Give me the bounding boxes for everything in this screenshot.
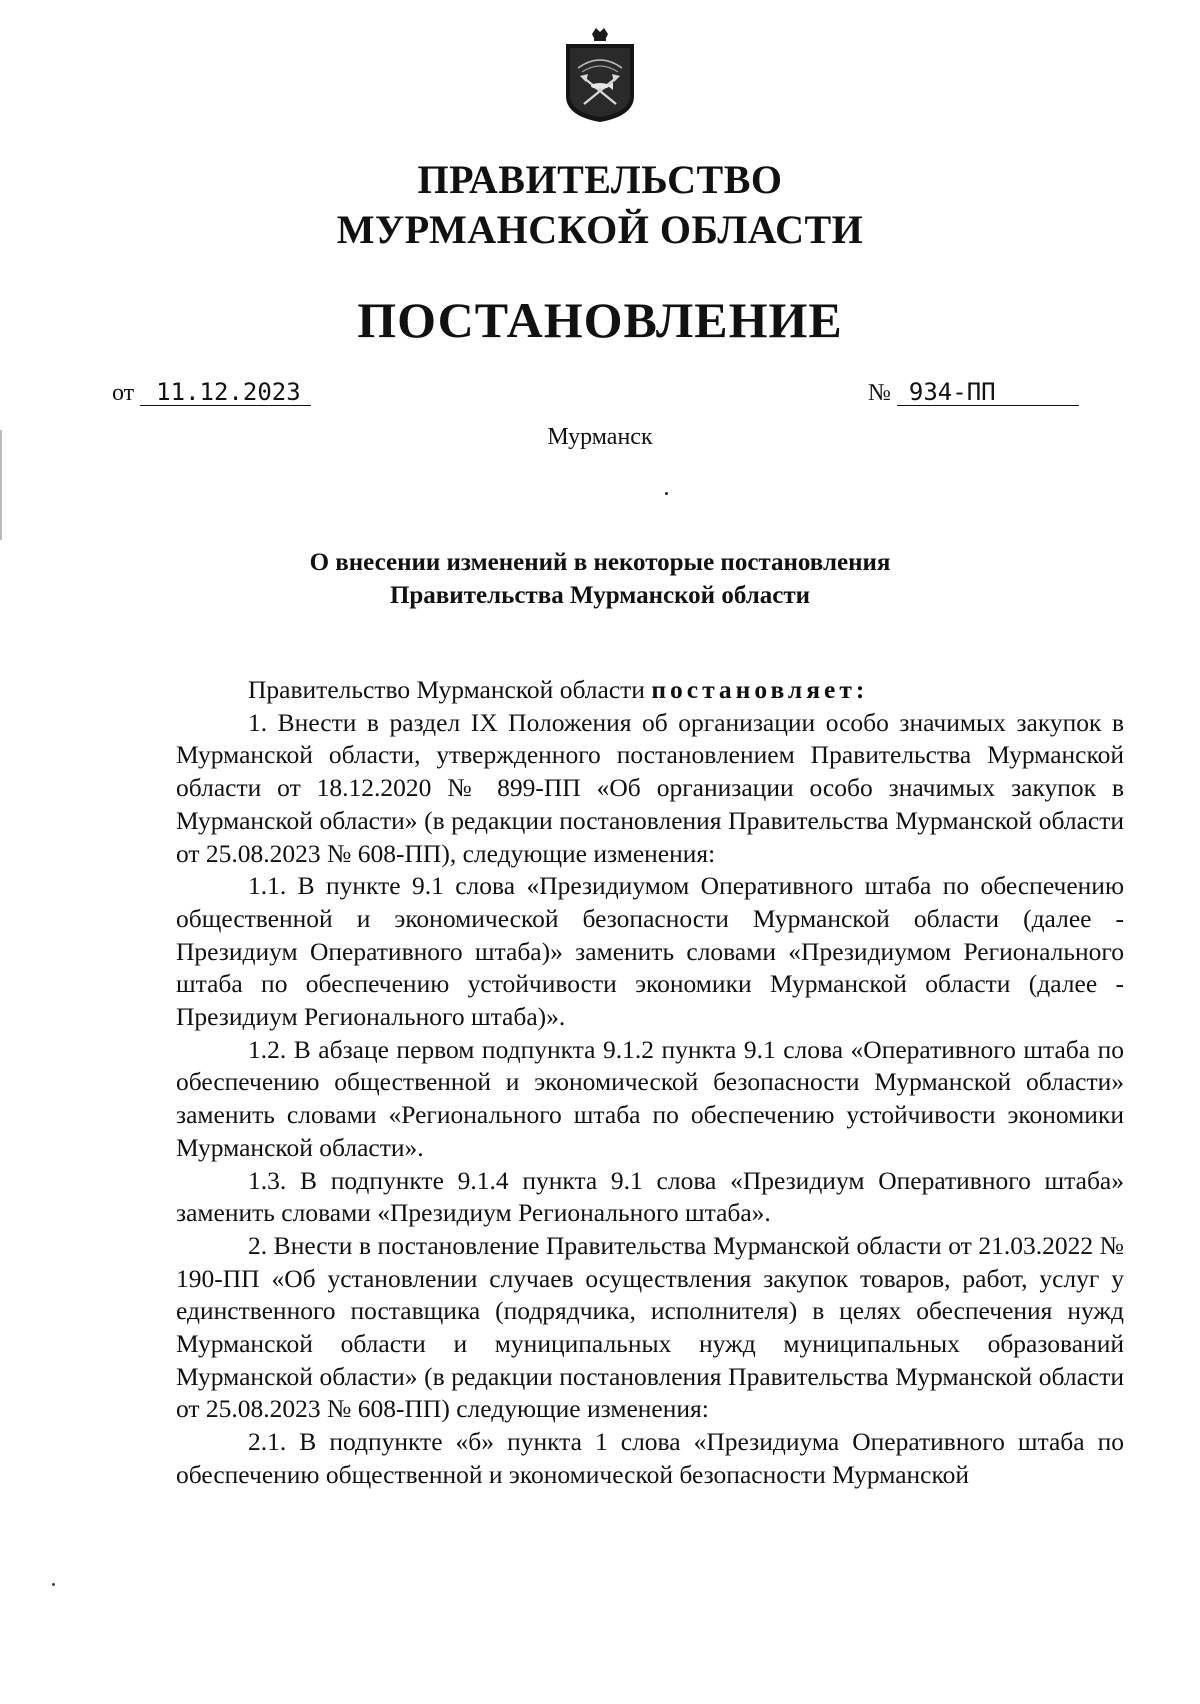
scan-edge-mark bbox=[0, 430, 2, 540]
org-name-line2: МУРМАНСКОЙ ОБЛАСТИ bbox=[336, 207, 864, 252]
subject-line2: Правительства Мурманской области bbox=[389, 582, 811, 609]
paragraph-1-2: 1.2. В абзаце первом подпункта 9.1.2 пункта 9.1 слова «Оперативного штаба по обеспечению общественной и экономической безопасности Мурманской области» заменить словами «Регионального штаба по обеспечению устойчивости экономики Мурманской области». bbox=[176, 1034, 1124, 1162]
date-prefix: от bbox=[112, 380, 135, 406]
subject-line1: О внесении изменений в некоторые постановления bbox=[309, 549, 891, 576]
number-prefix: № bbox=[868, 380, 891, 406]
document-subject bbox=[0, 546, 1200, 612]
paragraph-2-1: 2.1. В подпункте «б» пункта 1 слова «Президиума Оперативного штаба по обеспечению общественной и экономической безопасности Мурманской bbox=[176, 1427, 1124, 1489]
document-date bbox=[112, 378, 311, 408]
city-name: Мурманск bbox=[547, 424, 653, 450]
scan-speck bbox=[665, 492, 668, 495]
document-body bbox=[176, 674, 1124, 1492]
document-number bbox=[868, 378, 1079, 408]
intro-text: Правительство Мурманской области bbox=[248, 675, 652, 704]
paragraph-2: 2. Внести в постановление Правительства Мурманской области от 21.03.2022 № 190-ПП «Об установлении случаев осуществления закупок товаров, работ, услуг у единственного поставщика (подрядчика, исполнителя) в целях обеспечения нужд Мурманской области и муниципальных нужд муниципальных образований Мурманской области» (в редакции постановления Правительства Мурманской области от 25.08.2023 № 608-ПП) следующие изменения: bbox=[176, 1230, 1124, 1424]
scan-speck bbox=[52, 1583, 55, 1586]
paragraph-1: 1. Внести в раздел IX Положения об организации особо значимых закупок в Мурманской области, утвержденного постановлением Правительства Мурманской области от 18.12.2020 № 899-ПП «Об организации особо значимых закупок в Мурманской области» (в редакции постановления Правительства Мурманской области от 25.08.2023 № 608-ПП), следующие изменения: bbox=[176, 707, 1124, 868]
coat-of-arms-icon bbox=[556, 24, 644, 124]
intro-paragraph bbox=[176, 674, 1124, 707]
intro-verb: постановляет: bbox=[651, 675, 869, 704]
paragraph-1-1: 1.1. В пункте 9.1 слова «Президиумом Оперативного штаба по обеспечению общественной и экономической безопасности Мурманской области (далее - Президиум Оперативного штаба)» заменить словами «Президиумом Регионального штаба по обеспечению устойчивости экономики Мурманской области (далее - Президиум Регионального штаба)». bbox=[176, 871, 1124, 1032]
date-value: 11.12.2023 bbox=[140, 379, 311, 406]
paragraph-1-3: 1.3. В подпункте 9.1.4 пункта 9.1 слова «Президиум Оперативного штаба» заменить словами «Президиум Регионального штаба». bbox=[176, 1165, 1124, 1228]
number-value: 934-ПП bbox=[897, 379, 1079, 406]
document-type-title: ПОСТАНОВЛЕНИЕ bbox=[357, 292, 843, 348]
org-name-line1: ПРАВИТЕЛЬСТВО bbox=[417, 157, 783, 202]
